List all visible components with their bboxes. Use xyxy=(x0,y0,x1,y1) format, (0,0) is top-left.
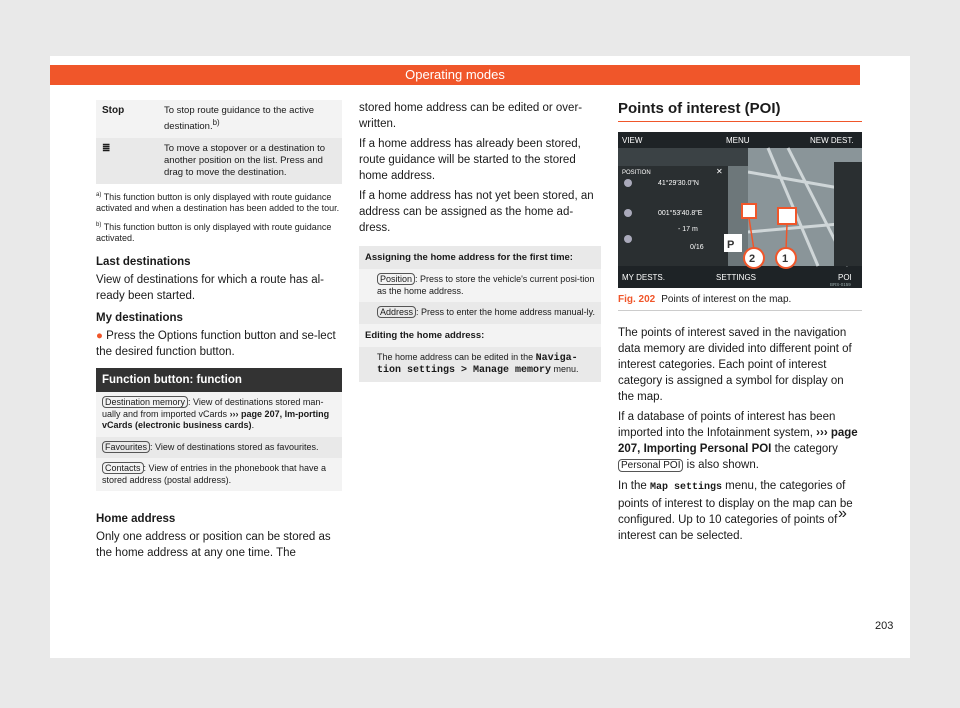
paragraph xyxy=(618,409,862,474)
navigation-screen-figure xyxy=(618,132,862,288)
map-illustration xyxy=(618,132,862,288)
paragraph-text: is also shown. xyxy=(683,459,759,471)
row-text: : Press to store the vehicle's current posi-tion as the home address. xyxy=(377,274,595,296)
section-heading: Last destinations xyxy=(96,256,191,269)
row-text: The home address can be edited in the xyxy=(377,351,536,362)
altitude-value: - 17 m xyxy=(678,226,698,233)
section-heading: Home address xyxy=(96,513,176,526)
position-label: POSITION xyxy=(622,170,651,176)
contacts-button[interactable]: Contacts xyxy=(102,462,144,474)
column-left xyxy=(96,100,342,565)
menu-path: Map settings xyxy=(649,482,722,493)
footnote xyxy=(96,220,342,244)
function-button-table xyxy=(96,368,342,491)
footnote-text: This function button is only displayed with route guidance activated. xyxy=(96,222,332,244)
row-text: . xyxy=(251,420,255,431)
table-row xyxy=(359,347,601,382)
paragraph-text: menu, the categories of points of interest to display on the map can be configured. Up to 10 categories of points of interest can be selected. xyxy=(618,480,853,542)
satellite-count: 0/16 xyxy=(690,244,704,251)
destination-memory-button[interactable]: Destination memory xyxy=(102,396,188,408)
row-text: menu. xyxy=(551,364,579,374)
address-button[interactable]: Address xyxy=(377,306,416,318)
menu-button[interactable]: MENU xyxy=(726,136,750,145)
paragraph xyxy=(96,328,342,360)
table-row xyxy=(96,392,342,437)
footnote-mark: b) xyxy=(96,222,102,229)
footnote xyxy=(96,190,342,214)
longitude-value: 001°53'40.8"E xyxy=(658,210,703,217)
paragraph: Only one address or position can be stored as the home address at any one time. The xyxy=(96,531,331,560)
footnote-mark: b) xyxy=(212,118,220,127)
footnote-text: This function button is only displayed with route guidance activated and when a destination has been added to the tour. xyxy=(96,192,340,214)
section-title: Points of interest (POI) xyxy=(618,100,862,122)
table-text: To stop route guidance to the active destination. xyxy=(164,105,314,133)
paragraph: View of destinations for which a route has al-ready been started. xyxy=(96,274,324,303)
table-heading: Editing the home address: xyxy=(359,324,601,347)
column-middle xyxy=(359,100,601,382)
paragraph-text: In the xyxy=(618,480,650,492)
close-icon[interactable]: ✕ xyxy=(716,167,723,176)
column-right xyxy=(618,100,862,548)
personal-poi-button[interactable]: Personal POI xyxy=(618,459,683,472)
position-button[interactable]: Position xyxy=(377,273,415,285)
parking-icon: P xyxy=(727,239,735,251)
paragraph: stored home address can be edited or over-written. xyxy=(359,102,583,130)
latitude-value: 41°29'30.0"N xyxy=(658,180,699,187)
new-dest-button[interactable]: NEW DEST. xyxy=(810,136,854,145)
figure-code: BRS-0159 xyxy=(830,282,851,287)
figure-caption xyxy=(618,294,862,311)
table-row xyxy=(96,437,342,459)
table-value xyxy=(158,100,342,138)
page-reference-link[interactable]: ››› page 207, Importing Personal POI xyxy=(618,427,858,455)
drag-handle-icon: ≣ xyxy=(102,143,111,155)
table-row xyxy=(359,302,601,324)
table-row xyxy=(96,100,342,138)
bullet-icon: ● xyxy=(96,330,107,343)
paragraph xyxy=(618,478,862,544)
paragraph: If a home address has not yet been stored, an address can be assigned as the home ad-dress. xyxy=(359,190,594,234)
row-text: : View of destinations stored as favourites. xyxy=(150,441,319,452)
function-table-header: Function button: function xyxy=(96,368,342,392)
favourites-button[interactable]: Favourites xyxy=(102,441,150,453)
table-row xyxy=(359,269,601,302)
table-key: Stop xyxy=(102,105,125,116)
callout-number: 2 xyxy=(749,253,756,265)
bullet-text: Press the Options function button and se-lect the desired function button. xyxy=(96,330,336,359)
callout-number: 1 xyxy=(782,253,789,265)
table-row xyxy=(96,458,342,491)
table-heading: Assigning the home address for the first time: xyxy=(359,246,601,269)
paragraph: If a home address has already been stored, route guidance will be started to the stored home address. xyxy=(359,138,581,182)
figure-label: Fig. 202 xyxy=(618,294,656,305)
continue-icon: » xyxy=(838,505,847,522)
page-header: Operating modes xyxy=(50,65,860,85)
view-button[interactable]: VIEW xyxy=(622,136,643,145)
row-text: : Press to enter the home address manual-ly. xyxy=(416,307,595,317)
poi-button[interactable]: POI xyxy=(838,273,852,282)
menu-path: Naviga-tion settings > Manage memory xyxy=(377,352,578,376)
paragraph-text: If a database of points of interest has been imported into the Infotainment system, xyxy=(618,411,836,439)
row-text: : View of destinations stored man-ually and from imported vCards xyxy=(102,397,324,419)
figure-caption-text: Points of interest on the map. xyxy=(661,294,792,305)
page-number: 203 xyxy=(875,620,894,632)
footnote-mark: a) xyxy=(96,192,102,199)
table-row xyxy=(96,138,342,184)
settings-button[interactable]: SETTINGS xyxy=(716,273,757,282)
stop-table xyxy=(96,100,342,184)
paragraph-text: the category xyxy=(771,443,838,455)
row-text: : View of entries in the phonebook that have a stored address (postal address). xyxy=(102,463,326,485)
paragraph: The points of interest saved in the navigation data memory are divided into different point of interest categories. Each point of interest category is assigned a symbol for display on the map. xyxy=(618,327,852,403)
table-value: To move a stopover or a destination to another position on the list. Press and drag to move the destination. xyxy=(164,143,326,179)
my-dests-button[interactable]: MY DESTS. xyxy=(622,273,665,282)
home-address-table xyxy=(359,246,601,382)
section-heading: My destinations xyxy=(96,312,183,325)
page-reference-link[interactable]: ››› page 207, Im-porting vCards (electronic business cards) xyxy=(102,408,330,431)
